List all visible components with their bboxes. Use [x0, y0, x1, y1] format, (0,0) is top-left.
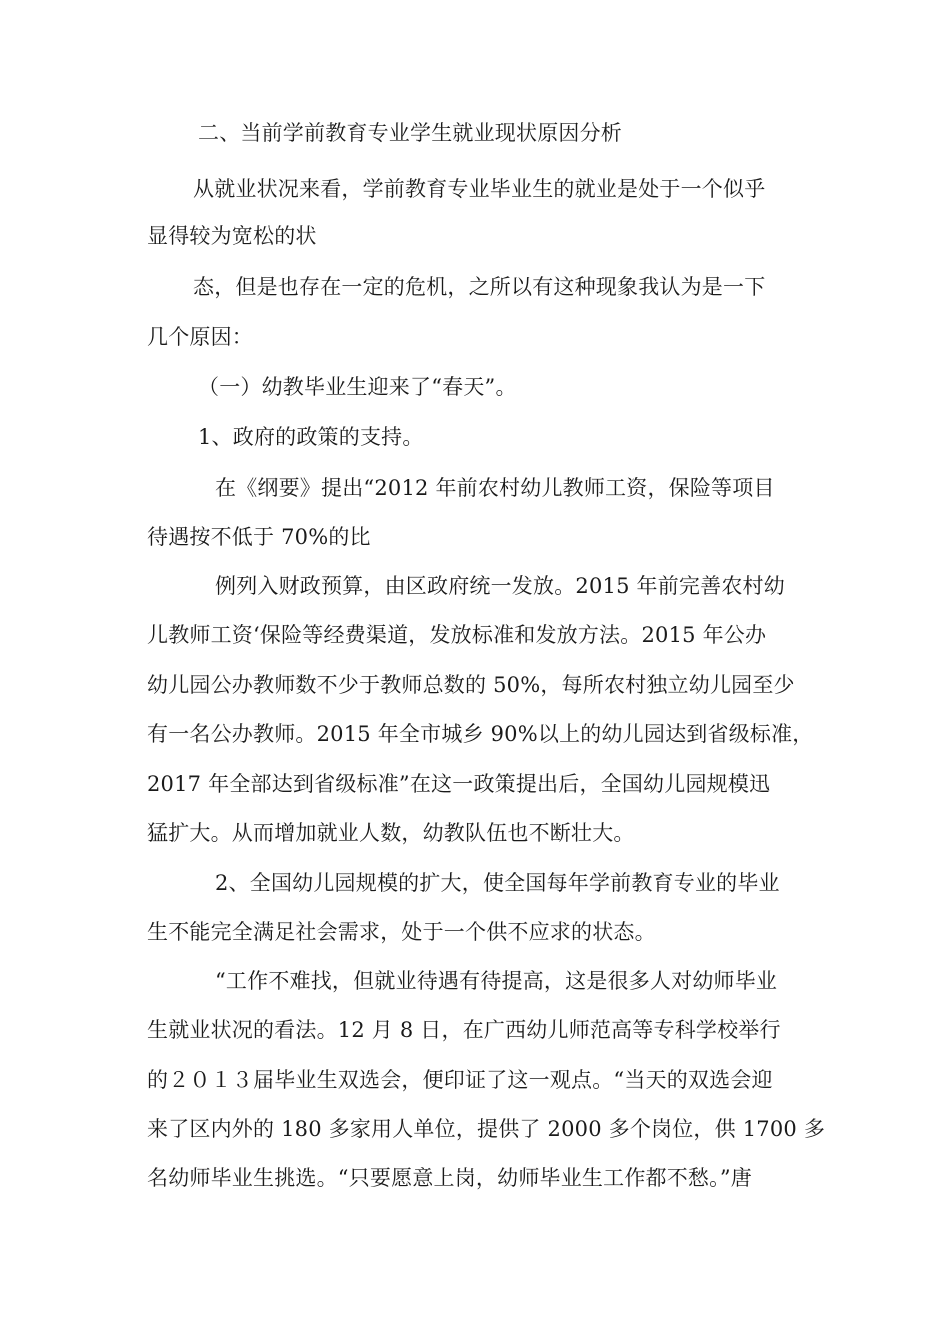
paragraph-line: 来了区内外的 180 多家用人单位，提供了 2000 多个岗位，供 1700 多 — [147, 1117, 826, 1141]
paragraph-line: 从就业状况来看，学前教育专业毕业生的就业是处于一个似乎 — [193, 177, 766, 201]
section-heading: 二、当前学前教育专业学生就业现状原因分析 — [198, 121, 622, 145]
paragraph-line: 2017 年全部达到省级标准”在这一政策提出后，全国幼儿园规模迅 — [147, 772, 771, 796]
subsection-heading: （一）幼教毕业生迎来了“春天”。 — [198, 375, 517, 399]
paragraph-line: 幼儿园公办教师数不少于教师总数的 50%，每所农村独立幼儿园至少 — [147, 673, 795, 697]
paragraph-line: 生就业状况的看法。12 月 8 日，在广西幼儿师范高等专科学校举行 — [147, 1018, 781, 1042]
paragraph-line: 几个原因： — [147, 325, 253, 349]
paragraph-line: 的２０１３届毕业生双选会，便印证了这一观点。“当天的双选会迎 — [147, 1068, 773, 1092]
numbered-item-heading: 1、政府的政策的支持。 — [198, 425, 424, 449]
paragraph-line: 生不能完全满足社会需求，处于一个供不应求的状态。 — [147, 920, 656, 944]
paragraph-line: 显得较为宽松的状 — [147, 224, 317, 248]
paragraph-line: 儿教师工资‘保险等经费渠道，发放标准和发放方法。2015 年公办 — [147, 623, 767, 647]
paragraph-line: 在《纲要》提出“2012 年前农村幼儿教师工资，保险等项目 — [215, 476, 775, 500]
paragraph-line: 态，但是也存在一定的危机，之所以有这种现象我认为是一下 — [193, 275, 766, 299]
paragraph-line: 2、全国幼儿园规模的扩大，使全国每年学前教育专业的毕业 — [215, 871, 780, 895]
paragraph-line: “工作不难找，但就业待遇有待提高，这是很多人对幼师毕业 — [215, 969, 778, 993]
paragraph-line: 例列入财政预算，由区政府统一发放。2015 年前完善农村幼 — [215, 574, 785, 598]
paragraph-line: 待遇按不低于 70%的比 — [147, 525, 371, 549]
paragraph-line: 猛扩大。从而增加就业人数，幼教队伍也不断壮大。 — [147, 821, 635, 845]
paragraph-line: 有一名公办教师。2015 年全市城乡 90%以上的幼儿园达到省级标准， — [147, 722, 814, 746]
paragraph-line: 名幼师毕业生挑选。“只要愿意上岗，幼师毕业生工作都不愁。”唐 — [147, 1166, 752, 1190]
